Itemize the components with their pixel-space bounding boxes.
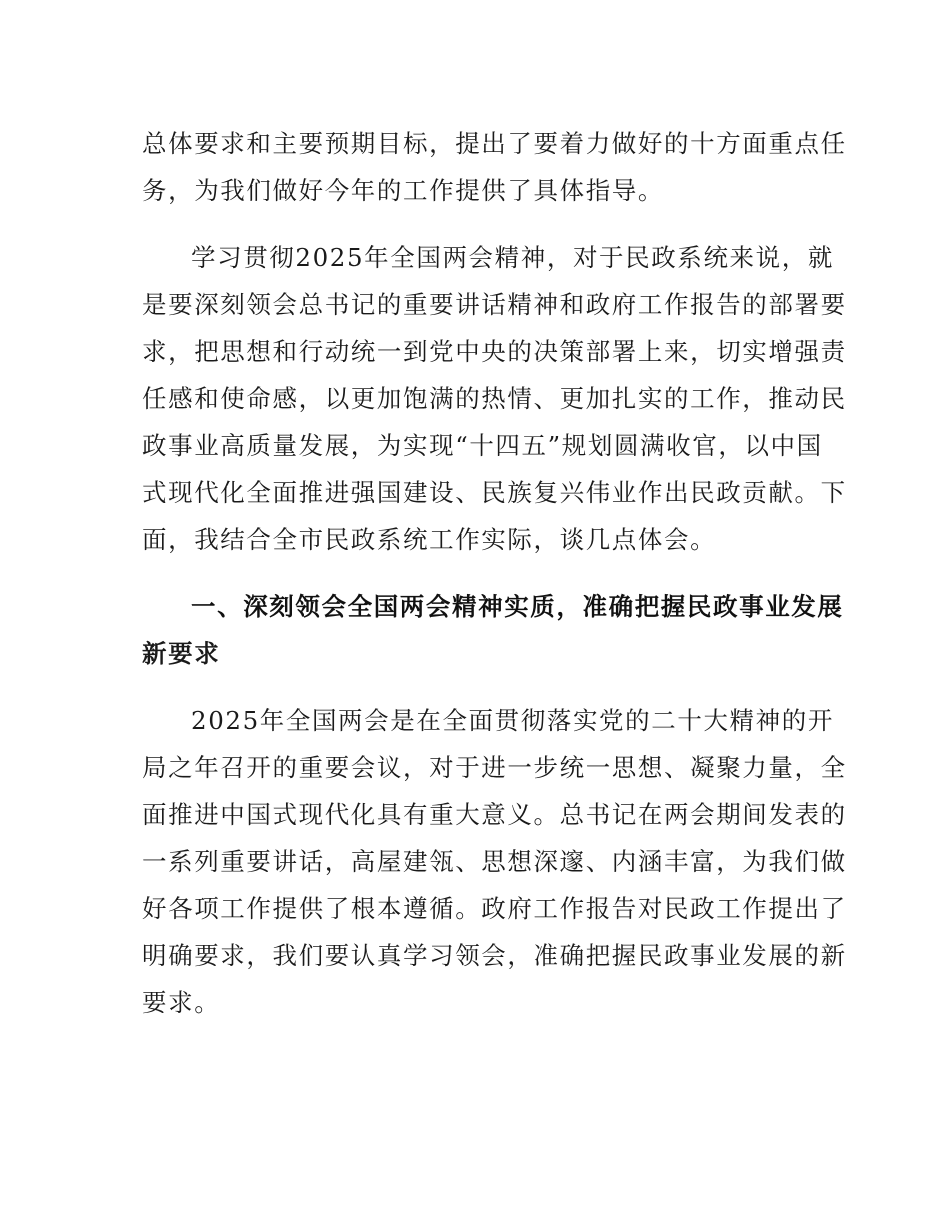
paragraph-2 [142,234,847,563]
text-line: 式现代化全面推进强国建设、民族复兴伟业作出民政贡献。下 [142,478,847,507]
heading-line: 新要求 [142,639,221,668]
text-line: 面推进中国式现代化具有重大意义。总书记在两会期间发表的 [142,800,847,829]
paragraph-3 [142,697,847,1026]
text-line: 政事业高质量发展，为实现“十四五”规划圆满收官，以中国 [142,431,823,460]
text-line: 一系列重要讲话，高屋建瓴、思想深邃、内涵丰富，为我们做 [142,847,847,876]
text-line: 任感和使命感，以更加饱满的热情、更加扎实的工作，推动民 [142,384,847,413]
text-line: 求，把思想和行动统一到党中央的决策部署上来，切实增强责 [142,337,847,366]
text-line: 好各项工作提供了根本遵循。政府工作报告对民政工作提出了 [142,894,847,923]
text-line: 2025年全国两会是在全面贯彻落实党的二十大精神的开 [191,706,834,735]
heading-line: 一、深刻领会全国两会精神实质，准确把握民政事业发展 [191,592,844,621]
text-line: 明确要求，我们要认真学习领会，准确把握民政事业发展的新 [142,941,847,970]
text-line: 总体要求和主要预期目标，提出了要着力做好的十方面重点任 [142,129,847,158]
text-line: 务，为我们做好今年的工作提供了具体指导。 [142,176,664,205]
text-line: 学习贯彻2025年全国两会精神，对于民政系统来说，就 [191,243,834,272]
paragraph-1 [142,120,847,214]
text-line: 要求。 [142,988,221,1017]
text-line: 局之年召开的重要会议，对于进一步统一思想、凝聚力量，全 [142,753,847,782]
text-line: 是要深刻领会总书记的重要讲话精神和政府工作报告的部署要 [142,290,847,319]
section-heading [142,583,844,677]
document-body [142,120,847,1026]
text-line: 面，我结合全市民政系统工作实际，谈几点体会。 [142,525,717,554]
